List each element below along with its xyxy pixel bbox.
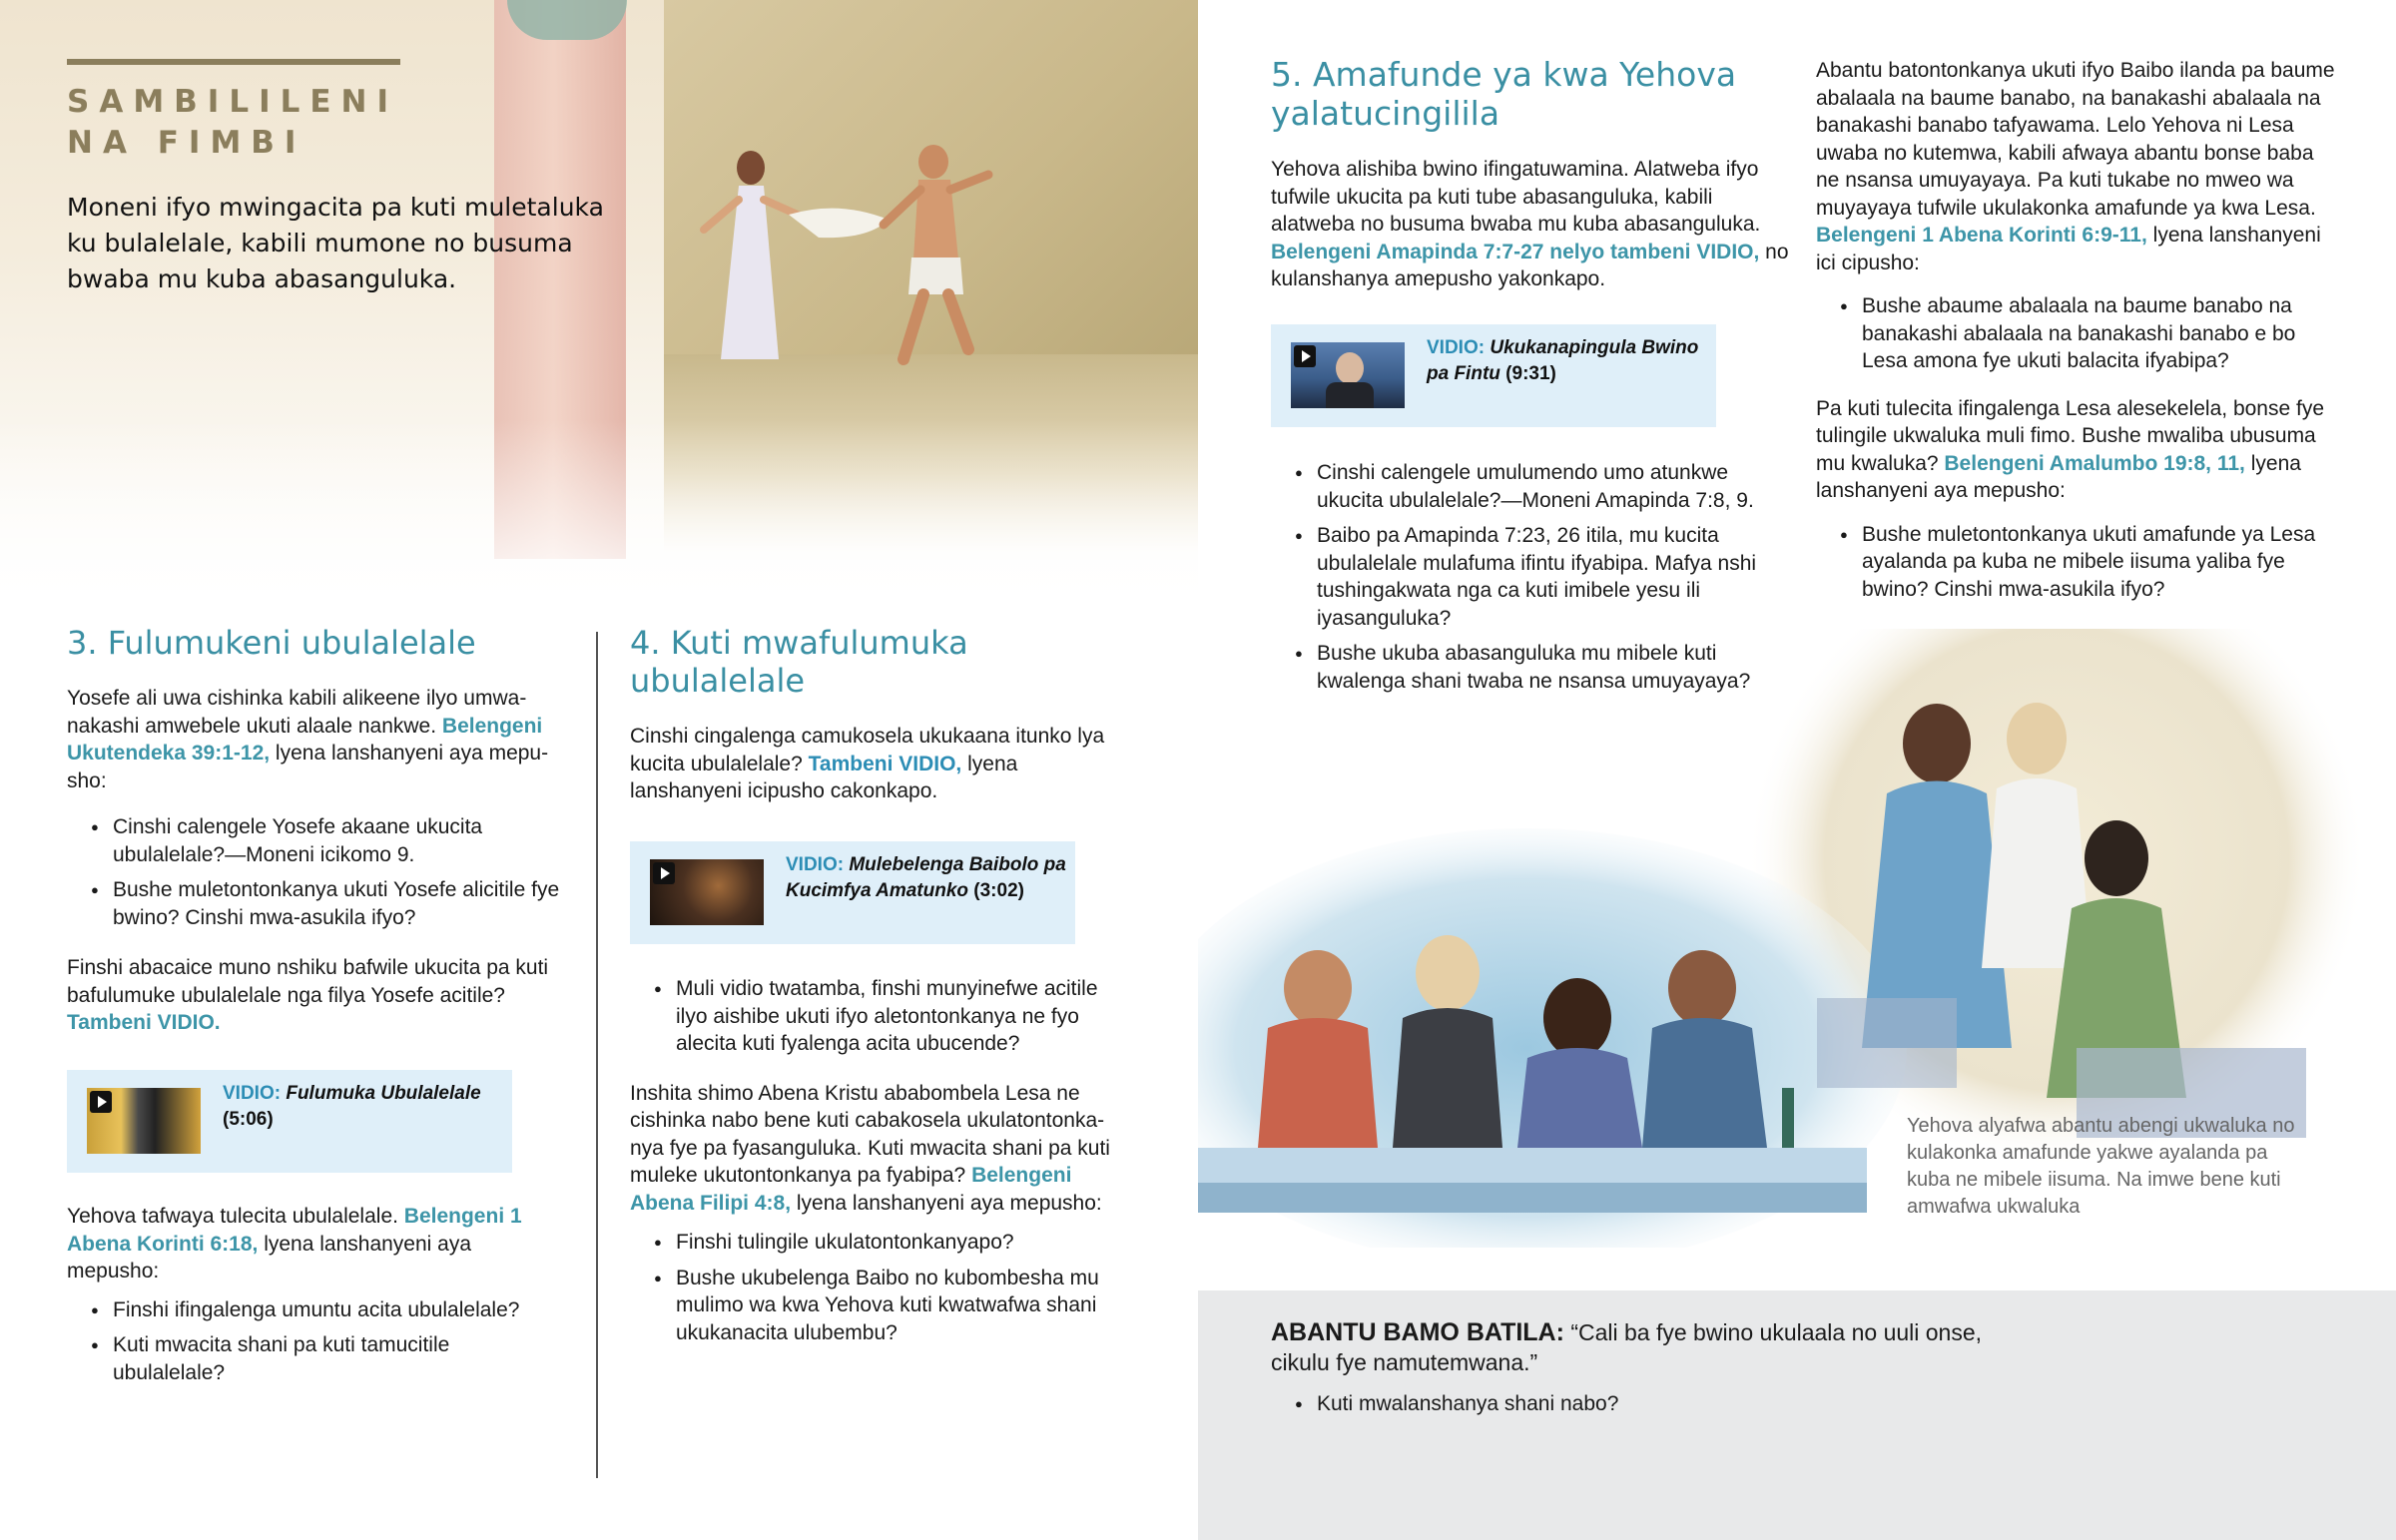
video-thumbnail bbox=[87, 1088, 201, 1154]
section-5-questions-2 bbox=[1816, 292, 2335, 375]
question-item: ● Muli vidio twatamba, finshi munyinefwe acitile ilyo aishibe ukuti ifyo aletontonkanya ne fyo alecita kuti fyalenga acita ubucende? bbox=[630, 975, 1129, 1058]
section-4-paragraph-2: Inshita shimo Abena Kristu ababombela Lesa ne cishinka nabo bene kuti cabakosela ukulatontonkanya fye pa fyasanguluka. Kuti mwacita shani pa kuti muleke ukutontonkanya pa fyabipa? Belengeni Abena Filipi 4:8, lyena lanshanyeni aya mepusho: bbox=[630, 1081, 1110, 1215]
section-5-paragraph-2: Abantu batontonkanya ukuti ifyo Baibo ilanda pa baume abalaala na baume banabo, na banakashi abalaala na banakashi banabo tafyawama. Lelo Yehova ni Lesa uwaba no kutemwa, kabili afwaya abantu bonse baba ne nsansa umuyayaya. Pa kuti tukabe no mweo wa muyayaya tufwile ukulakonka amafunde ya kwa Lesa. Belengeni 1 Abena Korinti 6:9-11, lyena lanshanyeni ici cipusho: bbox=[1816, 59, 2335, 274]
watch-video-link[interactable]: Tambeni VIDIO, bbox=[808, 752, 962, 775]
column-divider bbox=[596, 632, 598, 1478]
video-caption: VIDIO: Mulebelenga Baibolo pa Kucimfya Amatunko (3:02) bbox=[786, 854, 1066, 901]
discussion-questions bbox=[1271, 1390, 2030, 1418]
play-icon[interactable] bbox=[1294, 345, 1316, 367]
question-item: ● Bushe muletontonkanya ukuti amafunde ya Lesa ayalanda pa kuba ne mibele iisuma yaliba fye bwino? Cinshi mwa-asukila ifyo? bbox=[1816, 521, 2335, 604]
section-3-paragraph-1: Yosefe ali uwa cishinka kabili alikeene ilyo umwanakashi amwebele ukuti alaale nankwe. Belengeni Ukutendeka 39:1-12, lyena lanshanyeni aya mepusho: bbox=[67, 687, 549, 792]
discussion-statement: ABANTU BAMO BATILA: “Cali ba fye bwino ukulaala no uuli onse, cikulu fye namutemwana.” bbox=[1271, 1318, 1983, 1375]
video-thumbnail bbox=[650, 859, 764, 925]
section-3-part-2 bbox=[67, 1203, 566, 1394]
section-5-paragraph-1: Yehova alishiba bwino ifingatuwamina. Alatweba ifyo tufwile ukucita pa kuti tube abasanguluka, kabili alatweba no busuma bwaba mu kuba abasanguluka. Belengeni Amapinda 7:7-27 nelyo tambeni VIDIO, no kulanshanya amepusho yakonkapo. bbox=[1271, 158, 1789, 290]
scripture-link[interactable]: Belengeni Amalumbo 19:8, 11, bbox=[1944, 451, 2245, 475]
section-5-questions-3 bbox=[1816, 521, 2335, 604]
scripture-link[interactable]: Belengeni Abena Filipi 4:8, bbox=[630, 1164, 1072, 1215]
section-5 bbox=[1271, 55, 1790, 293]
video-caption: VIDIO: Ukukanapingula Bwino pa Fintu (9:31) bbox=[1427, 337, 1699, 384]
hero-fade bbox=[0, 419, 1198, 619]
question-item: ● Finshi tulingile ukulatontonkanyapo? bbox=[630, 1229, 1129, 1257]
scripture-link[interactable]: Belengeni Amapinda 7:7-27 nelyo tambeni VIDIO, bbox=[1271, 240, 1760, 263]
section-3-questions-2 bbox=[67, 1296, 566, 1387]
section-3-questions-1 bbox=[67, 813, 566, 931]
play-icon[interactable] bbox=[653, 862, 675, 884]
question-item: ● Finshi ifingalenga umuntu acita ubulalelale? bbox=[67, 1296, 566, 1324]
section-5-right-column bbox=[1816, 57, 2335, 611]
discussion-label: ABANTU BAMO BATILA: bbox=[1271, 1318, 1564, 1346]
play-icon[interactable] bbox=[90, 1091, 112, 1113]
section-4 bbox=[630, 624, 1129, 805]
scripture-link[interactable]: Belengeni 1 Abena Korinti 6:9-11, bbox=[1816, 224, 2147, 247]
question-item: ● Baibo pa Amapinda 7:23, 26 itila, mu kucita ubulalelale mulafuma ifintu ifyabipa. Mafya nshi tushingakwata nga ca kuti imibele yesu ili iyasanguluka? bbox=[1271, 522, 1790, 632]
question-item: ● Cinshi calengele Yosefe akaane ukucita ubulalelale?—Moneni icikomo 9. bbox=[67, 813, 566, 868]
scripture-link[interactable]: Belengeni Ukutendeka 39:1-12, bbox=[67, 714, 543, 765]
section-3-paragraph-2: Finshi abacaice muno nshiku bafwile ukucita pa kuti bafulumuke ubulalelale nga filya Yosefe acitile? Tambeni VIDIO. bbox=[67, 956, 549, 1034]
section-4-paragraph-1: Cinshi cingalenga camukosela ukukaana itunko lya kucita ubulalelale? Tambeni VIDIO, lyena lanshanyeni icipusho cakonkapo. bbox=[630, 725, 1105, 802]
question-item: ● Bushe muletontonkanya ukuti Yosefe alicitile fye bwino? Cinshi mwa-asukila ifyo? bbox=[67, 876, 566, 931]
video-card-ukukanapingula[interactable] bbox=[1271, 324, 1716, 427]
illustration-caption: Yehova alyafwa abantu abengi ukwaluka no kulakonka amafunde yakwe ayalanda pa kuba ne mibele iisuma. Na imwe bene kuti amwafwa ukwaluka bbox=[1907, 1115, 2295, 1218]
section-5-title: 5. Amafunde ya kwa Yehova yalatucingilila bbox=[1271, 55, 1737, 133]
video-thumbnail bbox=[1291, 342, 1405, 408]
kicker-line-2: NA FIMBI bbox=[67, 125, 306, 161]
question-item: ● Bushe abaume abalaala na baume banabo na banakashi abalaala na banakashi banabo e bo Lesa amona fye ukuti balacita ifyabipa? bbox=[1816, 292, 2335, 375]
section-4-questions-2 bbox=[630, 1229, 1129, 1346]
question-item: ● Kuti mwacita shani pa kuti tamucitile ubulalelale? bbox=[67, 1331, 566, 1386]
section-4-part-2 bbox=[630, 975, 1129, 1354]
video-caption: VIDIO: Fulumuka Ubulalelale (5:06) bbox=[223, 1083, 481, 1130]
section-4-questions-1 bbox=[630, 975, 1129, 1058]
video-card-fulumuka[interactable] bbox=[67, 1070, 512, 1173]
scripture-link[interactable]: Belengeni 1 Abena Korinti 6:18, bbox=[67, 1205, 522, 1256]
section-5-paragraph-3: Pa kuti tulecita ifingalenga Lesa alesekelela, bonse fye tulingile ukwaluka muli fimo. Bushe mwaliba ubusuma mu kwaluka? Belengeni Amalumbo 19:8, 11, lyena lanshanyeni aya mepusho: bbox=[1816, 396, 2325, 502]
section-3 bbox=[67, 624, 566, 1037]
watch-video-link[interactable]: Tambeni VIDIO. bbox=[67, 1011, 221, 1034]
intro-text: Moneni ifyo mwingacita pa kuti muletaluka ku bulalelale, kabili mumone no busuma bwaba mu kuba abasanguluka. bbox=[67, 193, 604, 293]
joseph-fleeing-illustration bbox=[669, 120, 998, 379]
section-4-title: 4. Kuti mwafulumuka ubulalelale bbox=[630, 624, 968, 700]
section-3-paragraph-3: Yehova tafwaya tulecita ubulalelale. Belengeni 1 Abena Korinti 6:18, lyena lanshanyeni aya mepusho: bbox=[67, 1205, 522, 1283]
section-3-title: 3. Fulumukeni ubulalelale bbox=[67, 624, 476, 662]
kicker-line-1: SAMBILILENI bbox=[67, 84, 399, 120]
question-item: ● Bushe ukubelenga Baibo no kubombesha mu mulimo wa kwa Yehova kuti kwatwafwa shani ukukanacita ulubembu? bbox=[630, 1265, 1129, 1347]
question-item: ● Kuti mwalanshanya shani nabo? bbox=[1271, 1390, 2030, 1418]
question-item: ● Cinshi calengele umulumendo umo atunkwe ukucita ubulalelale?—Moneni Amapinda 7:8, 9. bbox=[1271, 459, 1790, 514]
header-rule bbox=[67, 59, 400, 65]
video-card-mulebelenga[interactable] bbox=[630, 841, 1075, 944]
question-item: ● Bushe ukuba abasanguluka mu mibele kuti kwalenga shani twaba ne nsansa umuyayaya? bbox=[1271, 640, 1790, 695]
section-kicker bbox=[67, 82, 486, 164]
discussion-content bbox=[1271, 1317, 2030, 1426]
